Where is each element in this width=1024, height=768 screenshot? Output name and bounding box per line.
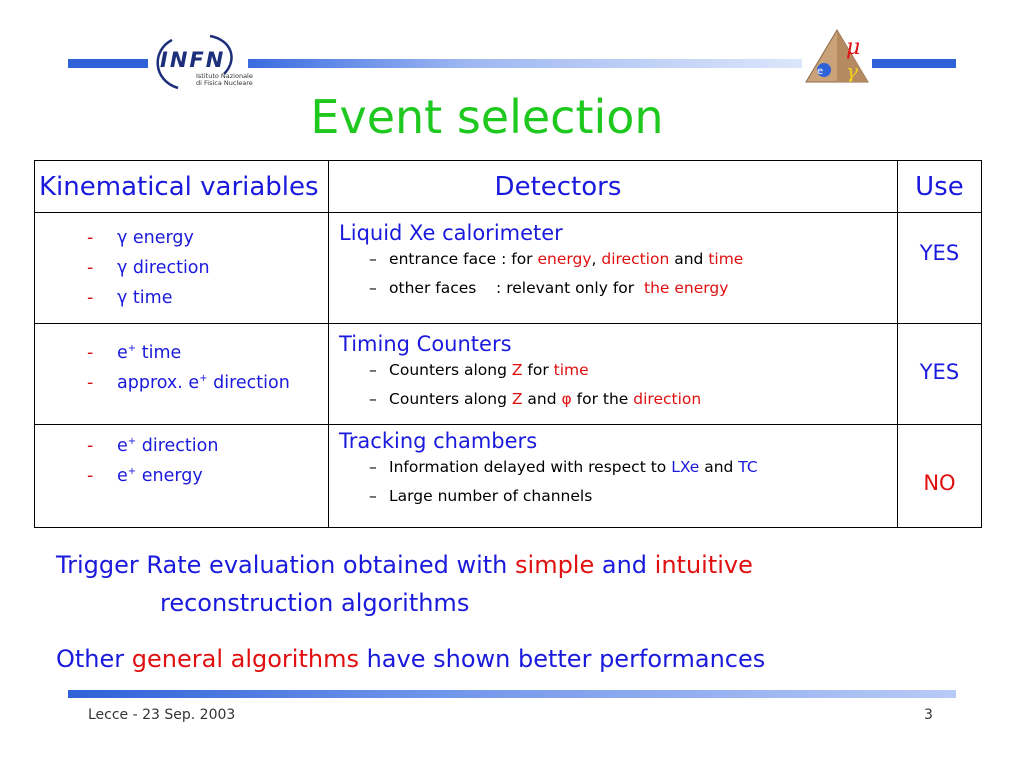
variable-text: direction: [207, 372, 290, 393]
use-value: YES: [919, 241, 960, 265]
header-bar-gradient: [248, 59, 802, 68]
meg-logo-icon: [802, 26, 872, 86]
detail-text: other faces : relevant only for: [389, 279, 644, 297]
list-item: [369, 385, 897, 414]
header-use: Use: [897, 161, 981, 213]
list-dash: –: [369, 279, 377, 297]
infn-subtitle-line-1: Istituto Nazionale: [196, 72, 253, 80]
list-dash: –: [369, 250, 377, 268]
table-row: [35, 213, 982, 324]
use-value: YES: [919, 360, 960, 384]
variable-text: γ direction: [117, 258, 210, 278]
page-number: 3: [924, 707, 933, 723]
variables-list: [35, 223, 328, 313]
header-kinematical-variables: Kinematical variables: [35, 161, 329, 213]
infn-subtitle-line-2: di Fisica Nucleare: [196, 79, 253, 87]
superscript: +: [199, 373, 208, 384]
list-dash: -: [87, 288, 94, 308]
list-item: [369, 274, 897, 303]
detector-details: [329, 453, 897, 511]
use-cell: [897, 425, 981, 528]
infn-logo-text: INFN: [160, 48, 226, 72]
variable-text: γ time: [117, 288, 173, 308]
list-item: [87, 364, 328, 394]
svg-text:μ: μ: [846, 35, 861, 60]
use-cell: [897, 213, 981, 324]
header-detectors: Detectors: [329, 161, 898, 213]
list-item: [87, 334, 328, 364]
detector-name: Tracking chambers: [339, 429, 538, 453]
superscript: +: [127, 343, 137, 354]
detail-text: for: [522, 361, 554, 379]
detail-text: and: [699, 458, 739, 476]
superscript: +: [127, 466, 137, 477]
list-item: [369, 356, 897, 385]
detector-name: Timing Counters: [339, 332, 512, 356]
detail-text: entrance face : for: [389, 250, 538, 268]
list-dash: -: [87, 465, 94, 486]
list-dash: -: [87, 372, 94, 393]
detail-highlight: direction: [633, 390, 702, 408]
paragraph-trigger-rate-continued: reconstruction algorithms: [160, 589, 470, 617]
list-dash: –: [369, 361, 377, 379]
paragraph-text: Other: [56, 645, 132, 673]
paragraph-highlight: general algorithms: [131, 645, 359, 673]
variable-text: e: [117, 465, 128, 486]
svg-text:γ: γ: [846, 59, 858, 83]
detail-text: Counters along: [389, 361, 512, 379]
header-bar-left: [68, 59, 148, 68]
paragraph-trigger-rate: [56, 546, 753, 584]
detail-highlight: Z: [511, 390, 523, 408]
variables-list: [35, 334, 328, 394]
variable-text: energy: [136, 465, 203, 486]
list-dash: –: [369, 487, 377, 505]
list-dash: –: [369, 458, 377, 476]
header-bar-right: [872, 59, 956, 68]
variable-text: time: [136, 342, 182, 363]
detail-highlight: φ: [561, 390, 572, 408]
detail-text: Counters along: [389, 390, 512, 408]
detector-cell: [329, 425, 898, 528]
list-dash: -: [87, 258, 94, 278]
variable-text: approx. e: [117, 372, 200, 393]
paragraph-highlight: intuitive: [654, 551, 753, 579]
detector-details: [329, 245, 897, 303]
detector-name: Liquid Xe calorimeter: [339, 221, 563, 245]
detail-highlight: Z: [511, 361, 523, 379]
list-item: [369, 245, 897, 274]
variables-cell: [35, 324, 329, 425]
detector-cell: [329, 213, 898, 324]
detail-highlight: the energy: [644, 279, 729, 297]
list-dash: -: [87, 342, 94, 363]
list-item: [87, 283, 328, 313]
variables-cell: [35, 425, 329, 528]
detector-details: [329, 356, 897, 414]
detail-highlight: time: [708, 250, 744, 268]
list-item: [87, 223, 328, 253]
svg-text:e: e: [817, 66, 824, 77]
detail-text: and: [669, 250, 709, 268]
detail-text: Information delayed with respect to: [389, 458, 672, 476]
paragraph-text: and: [594, 551, 655, 579]
detail-highlight: LXe: [671, 458, 700, 476]
table-row: [35, 425, 982, 528]
paragraph-highlight: simple: [515, 551, 595, 579]
variable-text: direction: [136, 435, 219, 456]
detail-text: and: [522, 390, 562, 408]
detail-highlight: time: [553, 361, 589, 379]
use-value: NO: [923, 471, 956, 495]
detector-cell: [329, 324, 898, 425]
detail-highlight: energy: [537, 250, 592, 268]
detail-text: ,: [591, 250, 602, 268]
variable-text: γ energy: [117, 228, 194, 248]
list-item: [87, 253, 328, 283]
variables-list: [35, 427, 328, 487]
infn-logo-subtitle: [196, 73, 253, 87]
variable-text: e: [117, 342, 128, 363]
table-row: [35, 324, 982, 425]
slide-title: Event selection: [310, 90, 664, 144]
list-dash: –: [369, 390, 377, 408]
detail-text: Large number of channels: [389, 487, 593, 505]
variables-cell: [35, 213, 329, 324]
table-header-row: [35, 161, 982, 213]
detail-highlight: TC: [738, 458, 758, 476]
list-item: [369, 453, 897, 482]
list-item: [87, 457, 328, 487]
detail-highlight: direction: [601, 250, 670, 268]
detail-text: for the: [571, 390, 634, 408]
list-item: [87, 427, 328, 457]
footer-bar: [68, 690, 956, 698]
footer-date: Lecce - 23 Sep. 2003: [88, 707, 236, 723]
list-dash: -: [87, 435, 94, 456]
paragraph-other-algorithms: [56, 640, 765, 678]
superscript: +: [127, 436, 137, 447]
list-item: [369, 482, 897, 511]
list-dash: -: [87, 228, 94, 248]
variable-text: e: [117, 435, 128, 456]
use-cell: [897, 324, 981, 425]
paragraph-text: have shown better performances: [358, 645, 766, 673]
paragraph-text: Trigger Rate evaluation obtained with: [56, 551, 516, 579]
event-selection-table: [34, 160, 982, 528]
